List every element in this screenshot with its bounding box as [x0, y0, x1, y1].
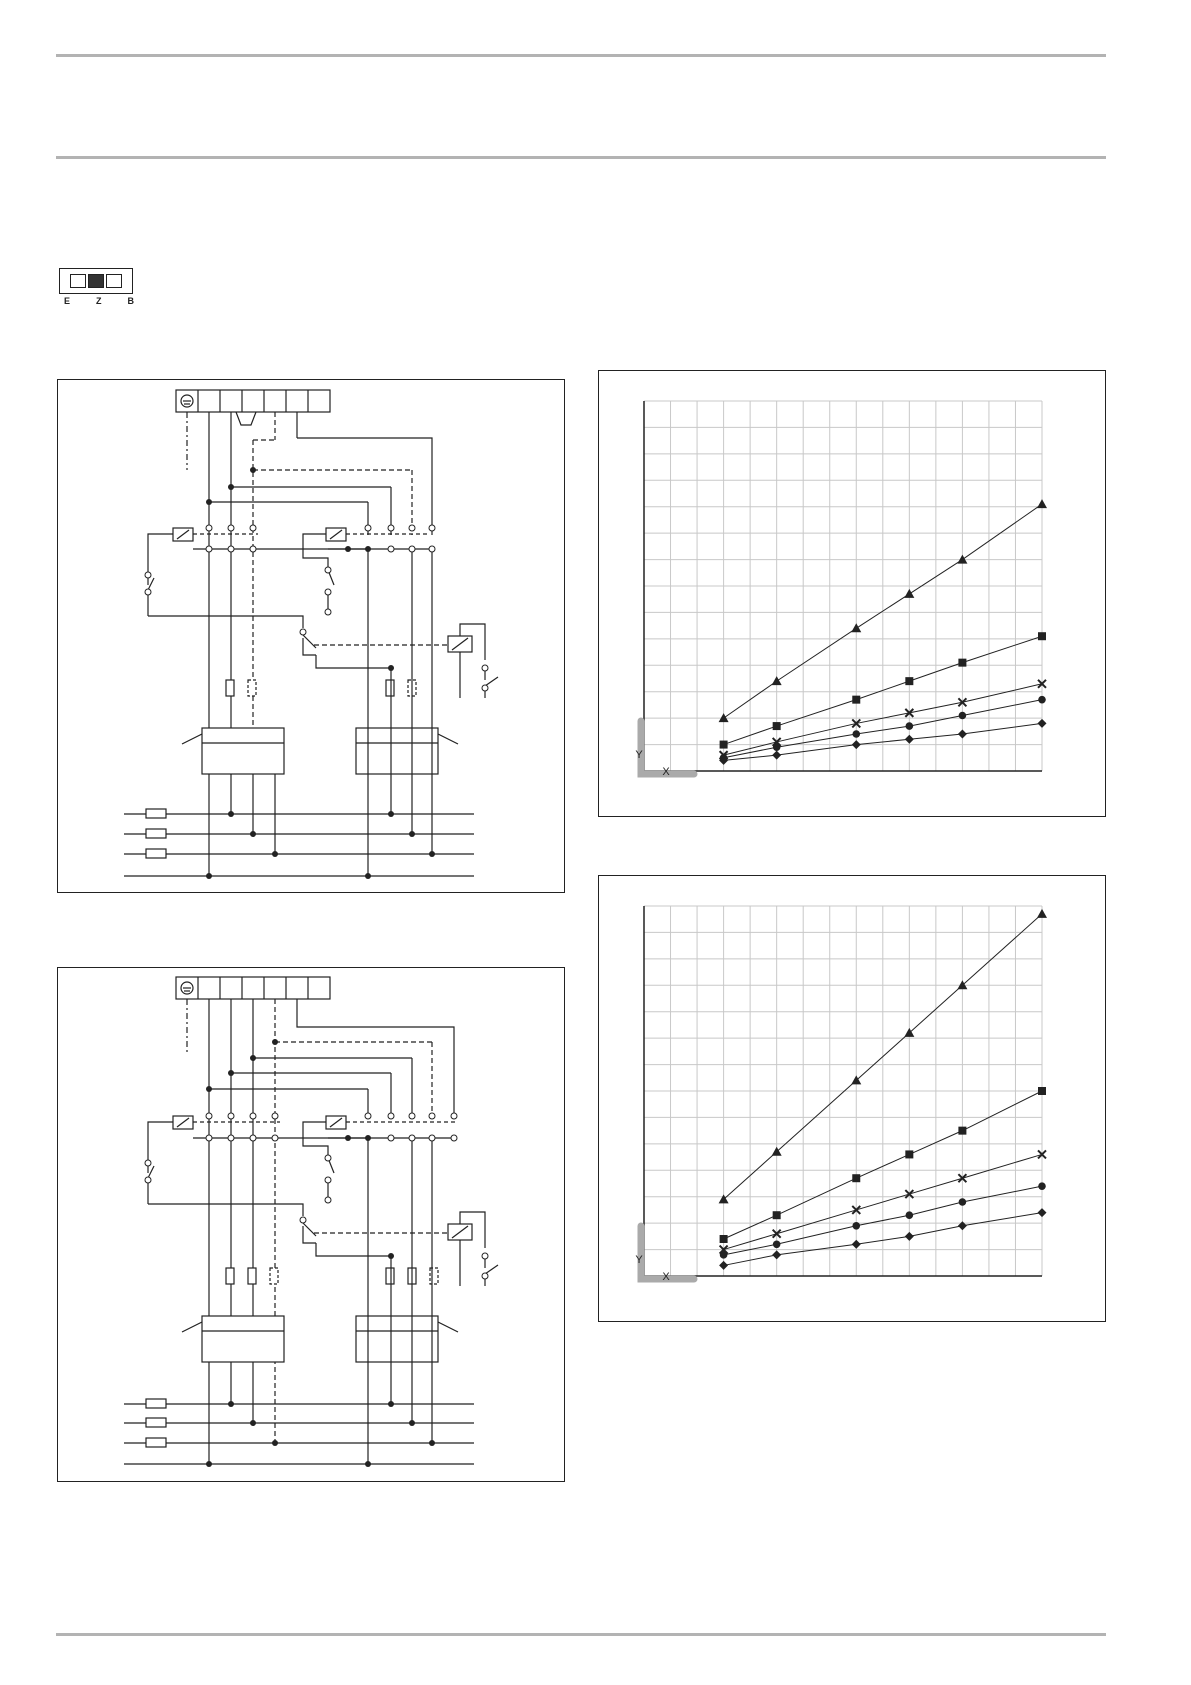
- wiring-diagram-panel-2: [57, 967, 565, 1482]
- data-point-square: [720, 741, 728, 749]
- data-point-circle: [959, 1198, 967, 1206]
- data-point-circle: [1038, 1182, 1046, 1190]
- data-point-square: [773, 1211, 781, 1219]
- selector-labels: [64, 296, 134, 306]
- data-point-circle: [1038, 696, 1046, 704]
- wiring-diagram-1: [58, 380, 566, 894]
- y-axis-label: Y: [635, 1254, 643, 1266]
- data-point-diamond: [1038, 1208, 1047, 1217]
- data-point-triangle: [851, 623, 861, 632]
- header-rule: [56, 156, 1106, 159]
- data-point-diamond: [1038, 719, 1047, 728]
- data-point-circle: [906, 1211, 914, 1219]
- data-point-diamond: [958, 730, 967, 739]
- data-point-diamond: [852, 1240, 861, 1249]
- x-axis-label: X: [662, 1271, 670, 1283]
- data-point-square: [905, 677, 913, 685]
- selector-label-b: B: [127, 296, 134, 306]
- selector-slot-b: [106, 274, 122, 288]
- selector-slot-e: [70, 274, 86, 288]
- data-point-circle: [852, 730, 860, 738]
- data-point-square: [852, 696, 860, 704]
- data-point-triangle: [904, 589, 914, 598]
- footer-rule: [56, 1633, 1106, 1636]
- data-point-square: [1038, 632, 1046, 640]
- data-point-diamond: [905, 1232, 914, 1241]
- wiring-diagram-2: [58, 968, 566, 1483]
- chart-2: [599, 876, 1107, 1323]
- data-point-triangle: [1037, 909, 1047, 918]
- selector-label-e: E: [64, 296, 71, 306]
- data-point-triangle: [957, 555, 967, 564]
- data-point-square: [958, 659, 966, 667]
- data-point-circle: [906, 722, 914, 730]
- data-point-square: [720, 1235, 728, 1243]
- data-point-diamond: [905, 735, 914, 744]
- data-point-triangle: [719, 713, 729, 722]
- selector-label-z: Z: [96, 296, 102, 306]
- data-point-circle: [959, 712, 967, 720]
- x-axis-label: X: [662, 766, 670, 778]
- data-point-circle: [773, 1240, 781, 1248]
- data-point-square: [773, 722, 781, 730]
- y-axis-label: Y: [635, 749, 643, 761]
- chart-1: [599, 371, 1107, 818]
- data-point-square: [1038, 1087, 1046, 1095]
- data-point-triangle: [772, 676, 782, 685]
- chart-panel-2: [598, 875, 1106, 1322]
- data-point-diamond: [719, 1261, 728, 1270]
- data-point-diamond: [772, 1250, 781, 1259]
- top-rule: [56, 54, 1106, 57]
- wiring-diagram-panel-1: [57, 379, 565, 893]
- data-point-diamond: [852, 740, 861, 749]
- data-point-circle: [720, 1251, 728, 1259]
- data-point-triangle: [1037, 499, 1047, 508]
- data-point-diamond: [958, 1221, 967, 1230]
- data-point-square: [958, 1127, 966, 1135]
- mode-selector-icon: [59, 268, 133, 294]
- data-point-square: [905, 1150, 913, 1158]
- data-point-circle: [773, 743, 781, 751]
- data-point-circle: [852, 1222, 860, 1230]
- selector-slot-z: [88, 274, 104, 288]
- chart-panel-1: [598, 370, 1106, 817]
- data-point-diamond: [772, 751, 781, 760]
- data-point-square: [852, 1174, 860, 1182]
